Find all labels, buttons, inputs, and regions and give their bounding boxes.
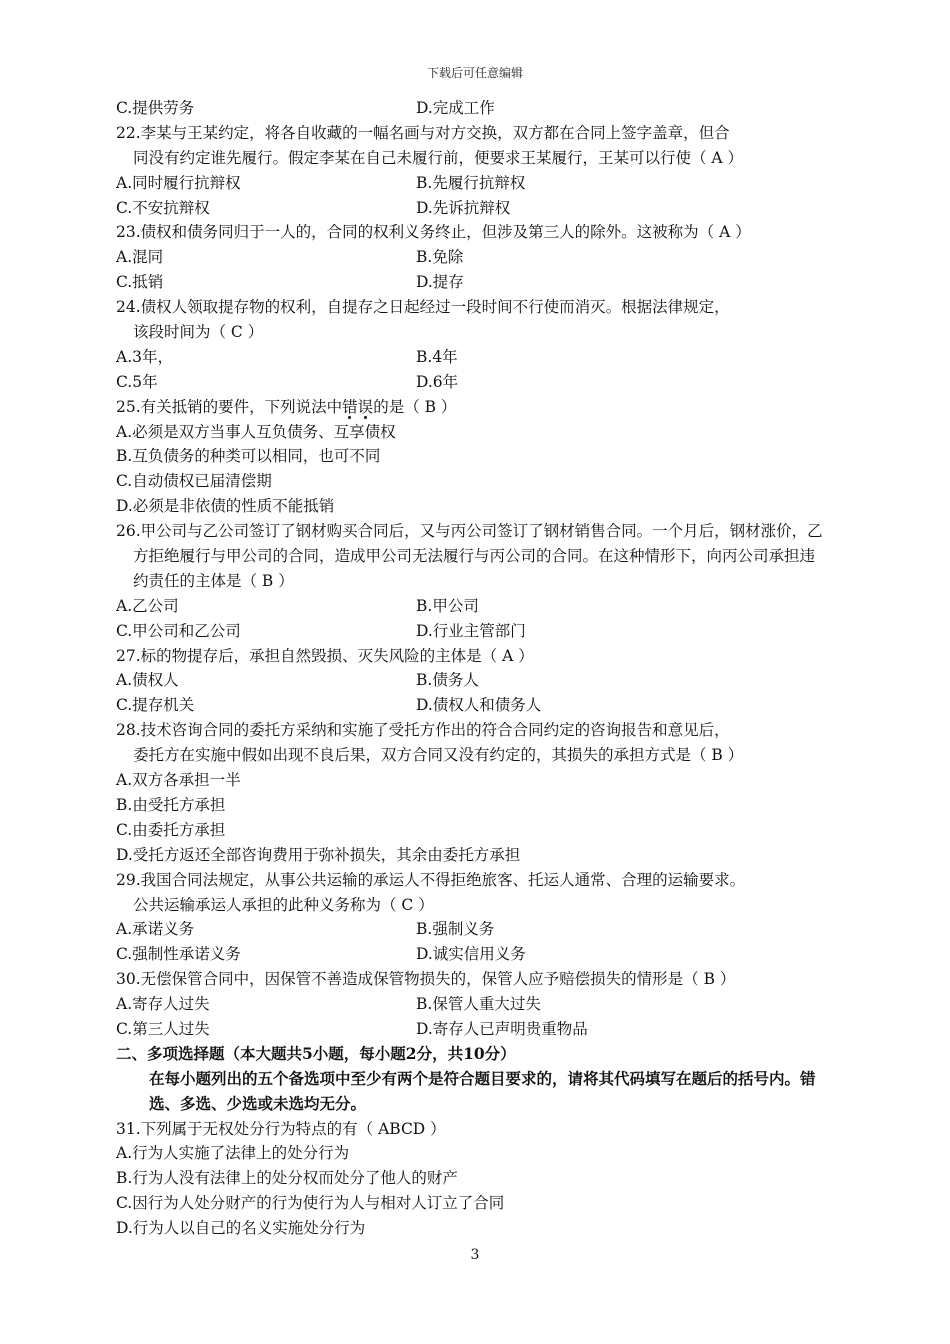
text-line: C.因行为人处分财产的行为使行为人与相对人订立了合同	[116, 1194, 505, 1213]
section-instructions: 选、多选、少选或未选均无分。	[149, 1093, 367, 1113]
option-text: C.提存机关	[116, 696, 195, 715]
option-text: D.行业主管部门	[416, 621, 526, 640]
option-text: D.完成工作	[416, 99, 495, 117]
option-row	[116, 992, 886, 1017]
option-text: D.先诉抗辩权	[416, 198, 511, 217]
option-row	[116, 171, 886, 196]
text-line: 方拒绝履行与甲公司的合同，造成甲公司无法履行与丙公司的合同。在这种情形下，向丙公司承担违	[133, 547, 816, 566]
text-line: 该段时间为（ C ）	[133, 323, 264, 342]
option-text: B.4年	[416, 347, 458, 366]
option-row	[116, 370, 886, 395]
option-text: C.甲公司和乙公司	[116, 621, 241, 640]
option-row	[116, 1017, 886, 1042]
option-row	[116, 270, 886, 295]
text-line: 公共运输承运人承担的此种义务称为（ C ）	[133, 895, 434, 914]
text-line: D.受托方返还全部咨询费用于弥补损失，其余由委托方承担	[116, 845, 521, 864]
option-text: C.第三人过失	[116, 1019, 210, 1038]
option-row	[116, 345, 886, 370]
option-text: A.3年，	[116, 347, 173, 366]
question-line	[116, 395, 886, 420]
option-text: D.寄存人已声明贵重物品	[416, 1019, 588, 1038]
option-text: A.同时履行抗辩权	[116, 173, 241, 192]
text-line: C.自动债权已届清偿期	[116, 472, 272, 491]
option-text: D.提存	[416, 273, 464, 292]
question-text: 的是（ B ）	[373, 397, 457, 416]
option-row	[116, 196, 886, 221]
question-text: 25.有关抵销的要件，下列说法中	[116, 397, 343, 416]
option-text: D.6年	[416, 372, 459, 391]
text-line: 31.下列属于无权处分行为特点的有（ ABCD ）	[116, 1119, 446, 1138]
option-text: A.寄存人过失	[116, 995, 210, 1014]
text-line: B.互负债务的种类可以相同，也可不同	[116, 447, 381, 466]
option-row	[116, 96, 886, 121]
option-text: B.债务人	[416, 671, 479, 690]
option-text: A.债权人	[116, 671, 179, 690]
text-line: 22.李某与王某约定，将各自收藏的一幅名画与对方交换，双方都在合同上签字盖章，但合	[116, 123, 730, 142]
option-text: C.提供劳务	[116, 99, 195, 117]
option-text: B.先履行抗辩权	[416, 173, 526, 192]
text-line: D.必须是非依债的性质不能抵销	[116, 497, 335, 516]
text-line: D.行为人以自己的名义实施处分行为	[116, 1219, 366, 1238]
option-text: A.混同	[116, 248, 164, 267]
option-row	[116, 917, 886, 942]
text-line: 28.技术咨询合同的委托方采纳和实施了受托方作出的符合合同约定的咨询报告和意见后，	[116, 721, 730, 740]
text-line: 29.我国合同法规定，从事公共运输的承运人不得拒绝旅客、托运人通常、合理的运输要求。	[116, 870, 746, 889]
option-text: B.免除	[416, 248, 464, 267]
text-line: A.行为人实施了法律上的处分行为	[116, 1144, 350, 1163]
text-line: B.由受托方承担	[116, 795, 226, 814]
option-text: C.抵销	[116, 273, 164, 292]
page-header: 下载后可任意编辑	[426, 66, 523, 80]
text-line: 同没有约定谁先履行。假定李某在自己未履行前，便要求王某履行，王某可以行使（ A ）	[133, 148, 744, 167]
option-row	[116, 619, 886, 644]
option-text: C.不安抗辩权	[116, 198, 210, 217]
text-line: 26.甲公司与乙公司签订了钢材购买合同后，又与丙公司签订了钢材销售合同。一个月后，钢材涨价，乙	[116, 522, 823, 541]
option-row	[116, 693, 886, 718]
option-text: D.债权人和债务人	[416, 696, 542, 715]
option-row	[116, 245, 886, 270]
option-text: C.强制性承诺义务	[116, 945, 241, 964]
page-number: 3	[470, 1247, 480, 1263]
text-line: 23.债权和债务同归于一人的，合同的权利义务终止，但涉及第三人的除外。这被称为（ A ）	[116, 223, 751, 242]
option-text: C.5年	[116, 372, 158, 391]
text-line: C.由委托方承担	[116, 820, 226, 839]
text-line: 约责任的主体是（ B ）	[133, 571, 294, 590]
emphasis-char: 错	[342, 397, 358, 416]
option-row	[116, 668, 886, 693]
text-line: A.必须是双方当事人互负债务、互享债权	[116, 422, 396, 441]
option-text: A.承诺义务	[116, 920, 195, 939]
text-line: 27.标的物提存后，承担自然毁损、灭失风险的主体是（ A ）	[116, 646, 534, 665]
text-line: 24.债权人领取提存物的权利，自提存之日起经过一段时间不行使而消灭。根据法律规定，	[116, 298, 730, 317]
option-text: A.乙公司	[116, 596, 179, 615]
section-heading: 二、多项选择题（本大题共5小题，每小题2分，共10分）	[116, 1043, 516, 1063]
option-text: B.甲公司	[416, 596, 479, 615]
section-instructions: 在每小题列出的五个备选项中至少有两个是符合题目要求的，请将其代码填写在题后的括号内。错	[149, 1068, 816, 1088]
emphasis-char: 误	[357, 397, 374, 416]
option-row	[116, 942, 886, 967]
option-text: B.保管人重大过失	[416, 995, 541, 1014]
text-line: 30.无偿保管合同中，因保管不善造成保管物损失的，保管人应予赔偿损失的情形是（ B ）	[116, 970, 736, 989]
option-row	[116, 594, 886, 619]
text-line: B.行为人没有法律上的处分权而处分了他人的财产	[116, 1169, 458, 1188]
option-text: D.诚实信用义务	[416, 945, 526, 964]
text-line: 委托方在实施中假如出现不良后果，双方合同又没有约定的，其损失的承担方式是（ B ）	[133, 746, 744, 765]
option-text: B.强制义务	[416, 920, 495, 939]
text-line: A.双方各承担一半	[116, 771, 241, 790]
document-body	[116, 96, 886, 1241]
